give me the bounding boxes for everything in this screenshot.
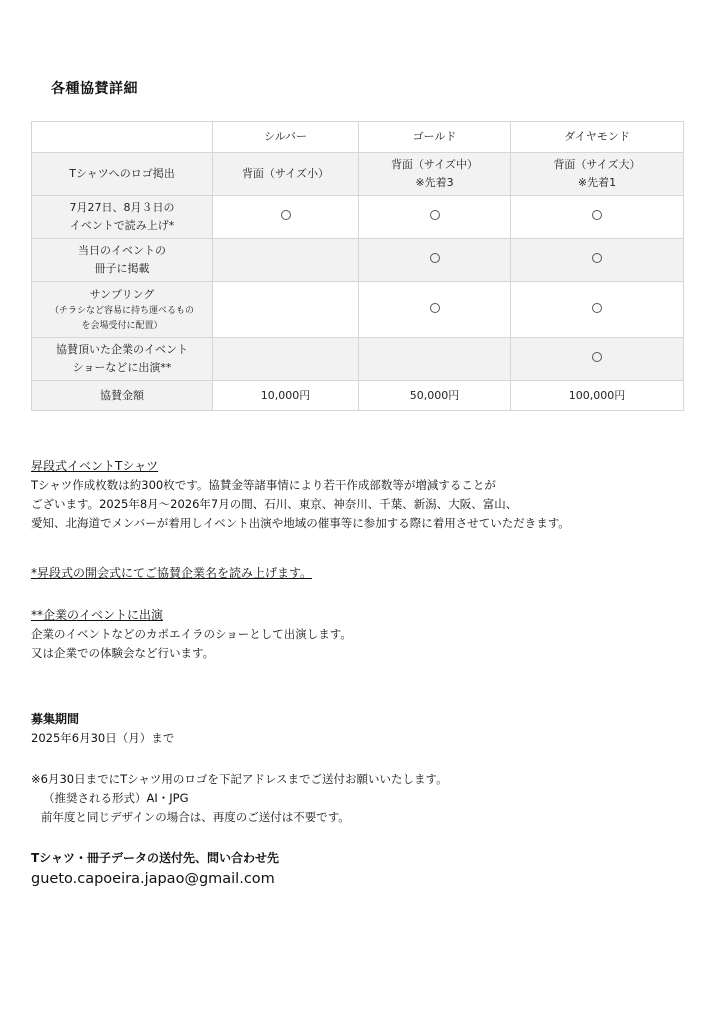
row-label: サンプリング （チラシなど容易に持ち運べるもの を会場受付に配置） [32, 282, 213, 338]
cell-note: ※先着3 [415, 176, 454, 189]
note1-text: *昇段式の開会式にてご協賛企業名を読み上げます。 [31, 566, 313, 580]
cell-silver [213, 338, 359, 381]
cell-silver [213, 282, 359, 338]
header-silver: シルバー [213, 122, 359, 153]
table-row-sampling [32, 282, 684, 338]
cell-gold: 50,000円 [359, 381, 511, 411]
cell-diamond: 100,000円 [511, 381, 684, 411]
cell-diamond [511, 338, 684, 381]
header-diamond: ダイヤモンド [511, 122, 684, 153]
table-header-row [32, 122, 684, 153]
recruit-note: ※6月30日までにTシャツ用のロゴを下記アドレスまでご送付お願いいたします。 [31, 772, 448, 786]
note2-heading: **企業のイベントに出演 [31, 608, 164, 622]
note2-section [31, 606, 352, 663]
contact-email[interactable]: gueto.capoeira.japao@gmail.com [31, 871, 275, 887]
recruit-note: （推奨される形式）AI・JPG [43, 791, 189, 805]
cell-silver [213, 239, 359, 282]
table-row-readout [32, 196, 684, 239]
cell-gold [359, 196, 511, 239]
tshirt-line: ございます。2025年8月～2026年7月の間、石川、東京、神奈川、千葉、新潟、大阪、富山、 [31, 497, 518, 511]
row-label: 協賛金額 [32, 381, 213, 411]
table-row-price [32, 381, 684, 411]
row-label: 7月27日、8月３日の イベントで読み上げ* [32, 196, 213, 239]
circle-mark [430, 253, 440, 263]
recruit-date: 2025年6月30日（月）まで [31, 731, 175, 745]
table-row-logo [32, 153, 684, 196]
cell-gold [359, 282, 511, 338]
cell-silver [213, 153, 359, 196]
circle-mark [592, 253, 602, 263]
tshirt-heading: 昇段式イベントTシャツ [31, 459, 159, 473]
recruit-section [31, 710, 174, 748]
tshirt-section [31, 457, 570, 533]
row-label: 協賛頂いた企業のイベント ショーなどに出演** [32, 338, 213, 381]
cell-diamond [511, 153, 684, 196]
recruit-notes [31, 770, 448, 827]
cell-line: 背面（サイズ大） [553, 158, 641, 171]
cell-gold [359, 153, 511, 196]
sponsor-table [31, 121, 684, 411]
cell-note: ※先着1 [577, 176, 617, 189]
tshirt-line: Tシャツ作成枚数は約300枚です。協賛金等諸事情により若干作成部数等が増減することが [31, 478, 496, 492]
row-label: 当日のイベントの 冊子に掲載 [32, 239, 213, 282]
recruit-heading: 募集期間 [31, 712, 80, 726]
note2-line: 又は企業での体験会など行います。 [31, 646, 215, 660]
cell-gold [359, 239, 511, 282]
cell-diamond [511, 196, 684, 239]
contact-section [31, 849, 279, 889]
table-row-booklet [32, 239, 684, 282]
cell-line: 背面（サイズ小） [241, 167, 330, 180]
contact-heading: Tシャツ・冊子データの送付先、問い合わせ先 [31, 851, 279, 865]
cell-line: 背面（サイズ中） [390, 158, 479, 171]
circle-mark [281, 210, 291, 220]
cell-silver: 10,000円 [213, 381, 359, 411]
note2-line: 企業のイベントなどのカポエイラのショーとして出演します。 [31, 627, 352, 641]
circle-mark [430, 303, 440, 313]
tshirt-line: 愛知、北海道でメンバーが着用しイベント出演や地域の催事等に参加する際に着用させていただきます。 [31, 516, 570, 530]
cell-silver [213, 196, 359, 239]
row-label: Tシャツへのロゴ掲出 [32, 153, 213, 196]
cell-diamond [511, 282, 684, 338]
circle-mark [592, 352, 602, 362]
cell-gold [359, 338, 511, 381]
header-gold: ゴールド [359, 122, 511, 153]
page-title: 各種協賛詳細 [51, 81, 138, 97]
circle-mark [430, 210, 440, 220]
header-empty [32, 122, 213, 153]
table-row-show [32, 338, 684, 381]
cell-diamond [511, 239, 684, 282]
circle-mark [592, 210, 602, 220]
circle-mark [592, 303, 602, 313]
note1-section [31, 564, 312, 583]
recruit-note: 前年度と同じデザインの場合は、再度のご送付は不要です。 [41, 810, 350, 824]
